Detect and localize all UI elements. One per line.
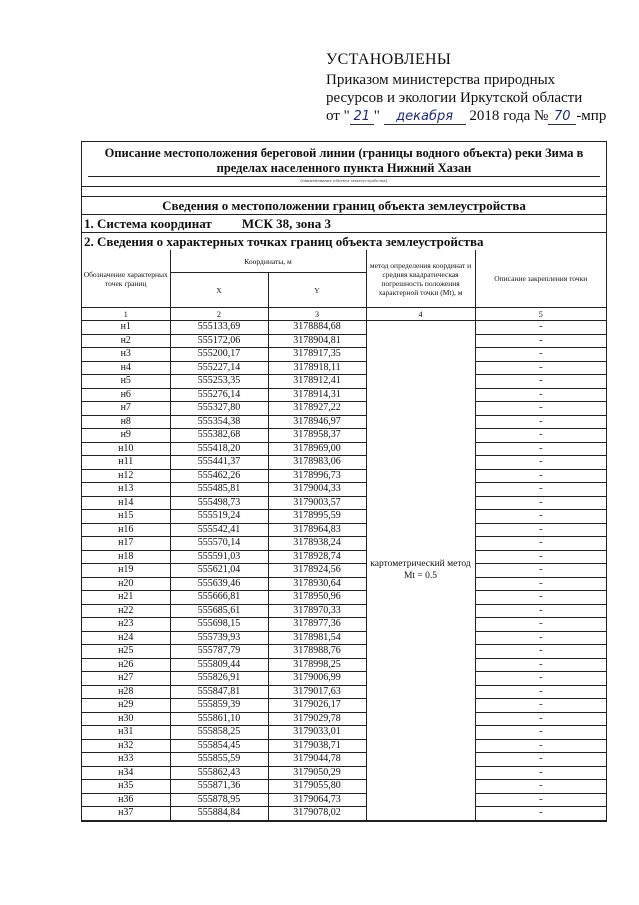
table-row <box>82 456 606 470</box>
y-coordinate-cell: 3179055,80 <box>268 780 366 794</box>
table-row <box>82 550 606 564</box>
table-row <box>82 807 606 821</box>
coordinate-system-label: 1. Система координат <box>84 216 212 231</box>
point-id-cell: н8 <box>82 415 170 429</box>
y-coordinate-cell: 3178977,36 <box>268 618 366 632</box>
table-row <box>82 618 606 632</box>
x-coordinate-cell: 555878,95 <box>170 793 268 807</box>
header-method: метод определения координат и средняя квадратическая погрешность положения характерной точки (Mt), м <box>366 250 475 308</box>
point-id-cell: н36 <box>82 793 170 807</box>
fixing-description-cell: - <box>475 672 606 686</box>
x-coordinate-cell: 555462,26 <box>170 469 268 483</box>
x-coordinate-cell: 555859,39 <box>170 699 268 713</box>
fixing-description-cell: - <box>475 645 606 659</box>
y-coordinate-cell: 3179038,71 <box>268 739 366 753</box>
y-coordinate-cell: 3178988,76 <box>268 645 366 659</box>
points-table <box>82 250 606 821</box>
point-id-cell: н27 <box>82 672 170 686</box>
fixing-description-cell: - <box>475 780 606 794</box>
divider <box>82 187 606 197</box>
fixing-description-cell: - <box>475 523 606 537</box>
y-coordinate-cell: 3178924,56 <box>268 564 366 578</box>
x-coordinate-cell: 555862,43 <box>170 766 268 780</box>
x-coordinate-cell: 555253,35 <box>170 375 268 389</box>
method-cell: картометрический метод Mt = 0.5 <box>366 321 475 821</box>
order-suffix: -мпр <box>576 108 607 124</box>
approval-line-1: Приказом министерства природных <box>326 72 556 88</box>
x-coordinate-cell: 555519,24 <box>170 510 268 524</box>
y-coordinate-cell: 3178930,64 <box>268 577 366 591</box>
handwritten-day: 21 <box>350 110 374 125</box>
fixing-description-cell: - <box>475 712 606 726</box>
table-row <box>82 510 606 524</box>
y-coordinate-cell: 3178927,22 <box>268 402 366 416</box>
x-coordinate-cell: 555739,93 <box>170 631 268 645</box>
table-row <box>82 672 606 686</box>
point-id-cell: н37 <box>82 807 170 821</box>
fixing-description-cell: - <box>475 631 606 645</box>
x-coordinate-cell: 555172,06 <box>170 334 268 348</box>
y-coordinate-cell: 3178970,33 <box>268 604 366 618</box>
y-coordinate-cell: 3178914,31 <box>268 388 366 402</box>
point-id-cell: н30 <box>82 712 170 726</box>
point-id-cell: н23 <box>82 618 170 632</box>
x-coordinate-cell: 555861,10 <box>170 712 268 726</box>
point-id-cell: н25 <box>82 645 170 659</box>
points-heading: 2. Сведения о характерных точках границ объекта землеустройства <box>84 234 484 249</box>
x-coordinate-cell: 555858,25 <box>170 726 268 740</box>
table-row <box>82 523 606 537</box>
header-point: Обозначение характерных точек границ <box>82 250 170 308</box>
fixing-description-cell: - <box>475 766 606 780</box>
table-row <box>82 496 606 510</box>
y-coordinate-cell: 3179078,02 <box>268 807 366 821</box>
x-coordinate-cell: 555354,38 <box>170 415 268 429</box>
point-id-cell: н13 <box>82 483 170 497</box>
x-coordinate-cell: 555621,04 <box>170 564 268 578</box>
x-coordinate-cell: 555570,14 <box>170 537 268 551</box>
column-number: 3 <box>268 308 366 321</box>
column-number: 4 <box>366 308 475 321</box>
table-row <box>82 604 606 618</box>
table-row <box>82 699 606 713</box>
title-section <box>82 142 606 187</box>
point-id-cell: н19 <box>82 564 170 578</box>
header-coords: Координаты, м <box>170 250 366 273</box>
table-row <box>82 402 606 416</box>
fixing-description-cell: - <box>475 658 606 672</box>
y-coordinate-cell: 3178983,06 <box>268 456 366 470</box>
y-coordinate-cell: 3178884,68 <box>268 321 366 335</box>
date-quote: " <box>373 108 380 124</box>
table-row <box>82 645 606 659</box>
table-row <box>82 739 606 753</box>
point-id-cell: н34 <box>82 766 170 780</box>
y-coordinate-cell: 3179026,17 <box>268 699 366 713</box>
table-row <box>82 361 606 375</box>
point-id-cell: н35 <box>82 780 170 794</box>
y-coordinate-cell: 3178998,25 <box>268 658 366 672</box>
column-number: 5 <box>475 308 606 321</box>
x-coordinate-cell: 555698,15 <box>170 618 268 632</box>
coordinate-system-value: МСК 38, зона 3 <box>241 216 332 231</box>
header-y: Y <box>268 273 366 308</box>
point-id-cell: н6 <box>82 388 170 402</box>
y-coordinate-cell: 3179017,63 <box>268 685 366 699</box>
x-coordinate-cell: 555498,73 <box>170 496 268 510</box>
table-row <box>82 793 606 807</box>
y-coordinate-cell: 3178918,11 <box>268 361 366 375</box>
fixing-description-cell: - <box>475 739 606 753</box>
handwritten-month: декабря <box>384 110 466 125</box>
table-row <box>82 388 606 402</box>
y-coordinate-cell: 3178946,97 <box>268 415 366 429</box>
x-coordinate-cell: 555542,41 <box>170 523 268 537</box>
point-id-cell: н29 <box>82 699 170 713</box>
y-coordinate-cell: 3179003,57 <box>268 496 366 510</box>
fixing-description-cell: - <box>475 699 606 713</box>
title-caption: (наименование объекта землеустройства) <box>88 176 600 184</box>
point-id-cell: н16 <box>82 523 170 537</box>
point-id-cell: н20 <box>82 577 170 591</box>
table-row <box>82 780 606 794</box>
y-coordinate-cell: 3179050,29 <box>268 766 366 780</box>
fixing-description-cell: - <box>475 334 606 348</box>
section-title: Сведения о местоположении границ объекта землеустройства <box>82 197 606 215</box>
fixing-description-cell: - <box>475 685 606 699</box>
fixing-description-cell: - <box>475 496 606 510</box>
fixing-description-cell: - <box>475 753 606 767</box>
point-id-cell: н28 <box>82 685 170 699</box>
y-coordinate-cell: 3178928,74 <box>268 550 366 564</box>
fixing-description-cell: - <box>475 415 606 429</box>
table-row <box>82 685 606 699</box>
fixing-description-cell: - <box>475 429 606 443</box>
point-id-cell: н26 <box>82 658 170 672</box>
table-row <box>82 321 606 335</box>
point-id-cell: н5 <box>82 375 170 389</box>
point-id-cell: н7 <box>82 402 170 416</box>
points-table-body <box>82 321 606 821</box>
x-coordinate-cell: 555854,45 <box>170 739 268 753</box>
fixing-description-cell: - <box>475 321 606 335</box>
y-coordinate-cell: 3178969,00 <box>268 442 366 456</box>
x-coordinate-cell: 555809,44 <box>170 658 268 672</box>
x-coordinate-cell: 555685,61 <box>170 604 268 618</box>
x-coordinate-cell: 555327,80 <box>170 402 268 416</box>
x-coordinate-cell: 555200,17 <box>170 348 268 362</box>
x-coordinate-cell: 555871,36 <box>170 780 268 794</box>
y-coordinate-cell: 3179004,33 <box>268 483 366 497</box>
approval-block <box>326 51 626 125</box>
fixing-description-cell: - <box>475 577 606 591</box>
y-coordinate-cell: 3178958,37 <box>268 429 366 443</box>
x-coordinate-cell: 555847,81 <box>170 685 268 699</box>
point-id-cell: н14 <box>82 496 170 510</box>
table-row <box>82 658 606 672</box>
y-coordinate-cell: 3178938,24 <box>268 537 366 551</box>
fixing-description-cell: - <box>475 510 606 524</box>
table-row <box>82 537 606 551</box>
y-coordinate-cell: 3178917,35 <box>268 348 366 362</box>
table-row <box>82 753 606 767</box>
table-row <box>82 348 606 362</box>
table-row <box>82 766 606 780</box>
boundary-description-frame <box>81 141 607 822</box>
x-coordinate-cell: 555227,14 <box>170 361 268 375</box>
date-prefix: от " <box>326 108 350 124</box>
point-id-cell: н21 <box>82 591 170 605</box>
x-coordinate-cell: 555884,84 <box>170 807 268 821</box>
point-id-cell: н12 <box>82 469 170 483</box>
point-id-cell: н22 <box>82 604 170 618</box>
point-id-cell: н3 <box>82 348 170 362</box>
table-row <box>82 442 606 456</box>
point-id-cell: н9 <box>82 429 170 443</box>
fixing-description-cell: - <box>475 591 606 605</box>
table-row <box>82 577 606 591</box>
table-row <box>82 483 606 497</box>
fixing-description-cell: - <box>475 726 606 740</box>
header-fixing: Описание закрепления точки <box>475 250 606 308</box>
y-coordinate-cell: 3178964,83 <box>268 523 366 537</box>
x-coordinate-cell: 555826,91 <box>170 672 268 686</box>
point-id-cell: н4 <box>82 361 170 375</box>
x-coordinate-cell: 555666,81 <box>170 591 268 605</box>
y-coordinate-cell: 3178996,73 <box>268 469 366 483</box>
point-id-cell: н2 <box>82 334 170 348</box>
approval-title: УСТАНОВЛЕНЫ <box>326 51 452 68</box>
x-coordinate-cell: 555591,03 <box>170 550 268 564</box>
table-row <box>82 631 606 645</box>
table-row <box>82 415 606 429</box>
y-coordinate-cell: 3178950,96 <box>268 591 366 605</box>
point-id-cell: н24 <box>82 631 170 645</box>
x-coordinate-cell: 555441,37 <box>170 456 268 470</box>
table-row <box>82 564 606 578</box>
table-row <box>82 591 606 605</box>
y-coordinate-cell: 3179064,73 <box>268 793 366 807</box>
point-id-cell: н10 <box>82 442 170 456</box>
x-coordinate-cell: 555133,69 <box>170 321 268 335</box>
fixing-description-cell: - <box>475 469 606 483</box>
handwritten-order-number: 70 <box>548 110 576 125</box>
fixing-description-cell: - <box>475 456 606 470</box>
fixing-description-cell: - <box>475 618 606 632</box>
fixing-description-cell: - <box>475 604 606 618</box>
point-id-cell: н11 <box>82 456 170 470</box>
column-number-row <box>82 308 606 321</box>
point-id-cell: н1 <box>82 321 170 335</box>
x-coordinate-cell: 555276,14 <box>170 388 268 402</box>
point-id-cell: н17 <box>82 537 170 551</box>
table-row <box>82 726 606 740</box>
fixing-description-cell: - <box>475 550 606 564</box>
document-title: Описание местоположения береговой линии (границы водного объекта) реки Зима в пределах населенного пункта Нижний Хазан <box>104 146 584 175</box>
y-coordinate-cell: 3178995,59 <box>268 510 366 524</box>
y-coordinate-cell: 3179029,78 <box>268 712 366 726</box>
point-id-cell: н32 <box>82 739 170 753</box>
column-number: 1 <box>82 308 170 321</box>
y-coordinate-cell: 3179033,01 <box>268 726 366 740</box>
approval-date-line <box>326 107 626 125</box>
x-coordinate-cell: 555855,59 <box>170 753 268 767</box>
table-row <box>82 712 606 726</box>
x-coordinate-cell: 555485,81 <box>170 483 268 497</box>
table-row <box>82 334 606 348</box>
x-coordinate-cell: 555787,79 <box>170 645 268 659</box>
table-row <box>82 429 606 443</box>
table-row <box>82 469 606 483</box>
point-id-cell: н31 <box>82 726 170 740</box>
column-number: 2 <box>170 308 268 321</box>
fixing-description-cell: - <box>475 793 606 807</box>
fixing-description-cell: - <box>475 442 606 456</box>
y-coordinate-cell: 3179044,78 <box>268 753 366 767</box>
y-coordinate-cell: 3178981,54 <box>268 631 366 645</box>
fixing-description-cell: - <box>475 375 606 389</box>
x-coordinate-cell: 555382,68 <box>170 429 268 443</box>
fixing-description-cell: - <box>475 402 606 416</box>
year-text: 2018 года № <box>469 108 549 124</box>
point-id-cell: н15 <box>82 510 170 524</box>
header-x: X <box>170 273 268 308</box>
table-row <box>82 375 606 389</box>
fixing-description-cell: - <box>475 807 606 821</box>
y-coordinate-cell: 3179006,99 <box>268 672 366 686</box>
fixing-description-cell: - <box>475 483 606 497</box>
point-id-cell: н18 <box>82 550 170 564</box>
point-id-cell: н33 <box>82 753 170 767</box>
coordinate-system-line <box>82 215 606 233</box>
y-coordinate-cell: 3178912,41 <box>268 375 366 389</box>
fixing-description-cell: - <box>475 537 606 551</box>
x-coordinate-cell: 555639,46 <box>170 577 268 591</box>
y-coordinate-cell: 3178904,81 <box>268 334 366 348</box>
approval-line-2: ресурсов и экологии Иркутской области <box>326 90 583 106</box>
fixing-description-cell: - <box>475 388 606 402</box>
fixing-description-cell: - <box>475 348 606 362</box>
fixing-description-cell: - <box>475 361 606 375</box>
fixing-description-cell: - <box>475 564 606 578</box>
x-coordinate-cell: 555418,20 <box>170 442 268 456</box>
